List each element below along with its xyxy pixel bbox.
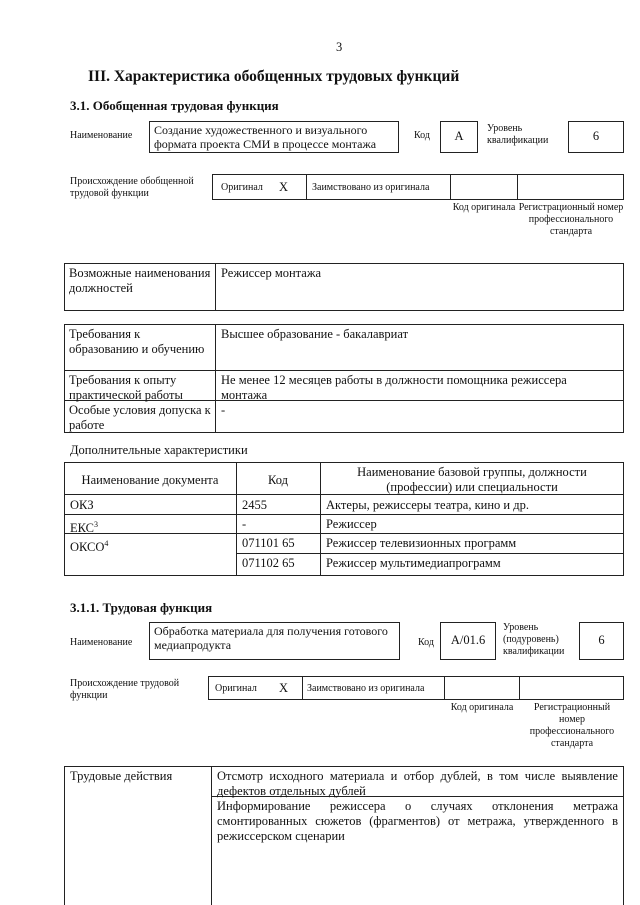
req-experience-label: Требования к опыту практической работы — [69, 373, 183, 402]
additional-row-code: 071102 65 — [242, 556, 295, 570]
gtf-level-value: 6 — [568, 121, 624, 153]
gtf-code-orig-caption: Код оригинала — [452, 202, 516, 213]
gtf-original-mark: X — [279, 180, 289, 194]
tf-code-label: Код — [418, 637, 434, 648]
tf-code-value: A/01.6 — [440, 622, 496, 660]
action-item: Отсмотр исходного материала и отбор дублей, в том числе выявление дефектов отдельных дублей — [217, 769, 618, 798]
positions-label: Возможные наименования должностей — [69, 266, 211, 295]
gtf-heading: 3.1. Обобщенная трудовая функция — [70, 98, 279, 113]
req-education-value: Высшее образование - бакалавриат — [221, 327, 409, 341]
additional-title: Дополнительные характеристики — [70, 443, 248, 457]
req-experience-value: Не менее 12 месяцев работы в должности помощника режиссера монтажа — [221, 373, 567, 402]
tf-borrowed-label: Заимствовано из оригинала — [307, 683, 425, 694]
tf-reg-caption: Регистрационный номер профессионального стандарта — [529, 702, 615, 749]
tf-code-orig-caption: Код оригинала — [450, 702, 514, 713]
gtf-reg-caption: Регистрационный номер профессионального стандарта — [518, 202, 624, 237]
req-education-label: Требования к образованию и обучению — [69, 327, 205, 356]
gtf-level-label: Уровень квалификации — [487, 123, 549, 146]
section-title: III. Характеристика обобщенных трудовых функций — [88, 68, 460, 85]
tf-original-mark: X — [279, 681, 289, 695]
req-conditions-value: - — [221, 403, 226, 417]
positions-value: Режиссер монтажа — [221, 266, 322, 280]
action-item: Информирование режиссера о случаях отклонения метража смонтированных сюжетов (фрагментов) от метража, утвержденного в режиссерском сценарии — [217, 799, 618, 843]
gtf-origin-label: Происхождение обобщенной трудовой функции — [70, 176, 194, 199]
tf-name-value: Обработка материала для получения готового медиапродукта — [149, 622, 400, 660]
tf-heading: 3.1.1. Трудовая функция — [70, 600, 213, 615]
additional-row-code: 2455 — [242, 498, 267, 512]
additional-row-code: - — [242, 517, 247, 531]
gtf-name-value: Создание художественного и визуального формата проекта СМИ в процессе монтажа — [149, 121, 399, 153]
additional-row-name: Режиссер мультимедиапрограмм — [326, 556, 501, 570]
additional-row-name: Актеры, режиссеры театра, кино и др. — [326, 498, 529, 512]
additional-row-doc: ОКЗ — [70, 498, 94, 512]
gtf-borrowed-label: Заимствовано из оригинала — [312, 182, 430, 193]
additional-header-code: Код — [268, 473, 288, 487]
tf-level-value: 6 — [579, 622, 624, 660]
gtf-name-label: Наименование — [70, 130, 133, 141]
additional-row-doc: ЕКС$^3$ — [70, 520, 98, 536]
tf-level-label: Уровень (подуровень) квалификации — [503, 622, 565, 657]
tf-origin-label: Происхождение трудовой функции — [70, 678, 180, 701]
page-number: 3 — [336, 40, 343, 54]
additional-header-name: Наименование базовой группы, должности (профессии) или специальности — [357, 465, 587, 494]
tf-original-label: Оригинал — [215, 683, 257, 694]
additional-header-doc: Наименование документа — [81, 473, 219, 487]
additional-row-code: 071101 65 — [242, 536, 295, 550]
additional-row-name: Режиссер — [326, 517, 377, 531]
additional-row-doc: ОКСО$^4$ — [70, 539, 109, 555]
actions-label: Трудовые действия — [70, 769, 173, 783]
gtf-code-value: A — [440, 121, 478, 153]
tf-name-label: Наименование — [70, 637, 133, 648]
gtf-original-label: Оригинал — [221, 182, 263, 193]
req-conditions-label: Особые условия допуска к работе — [69, 403, 211, 432]
additional-row-name: Режиссер телевизионных программ — [326, 536, 517, 550]
gtf-code-label: Код — [414, 130, 430, 141]
